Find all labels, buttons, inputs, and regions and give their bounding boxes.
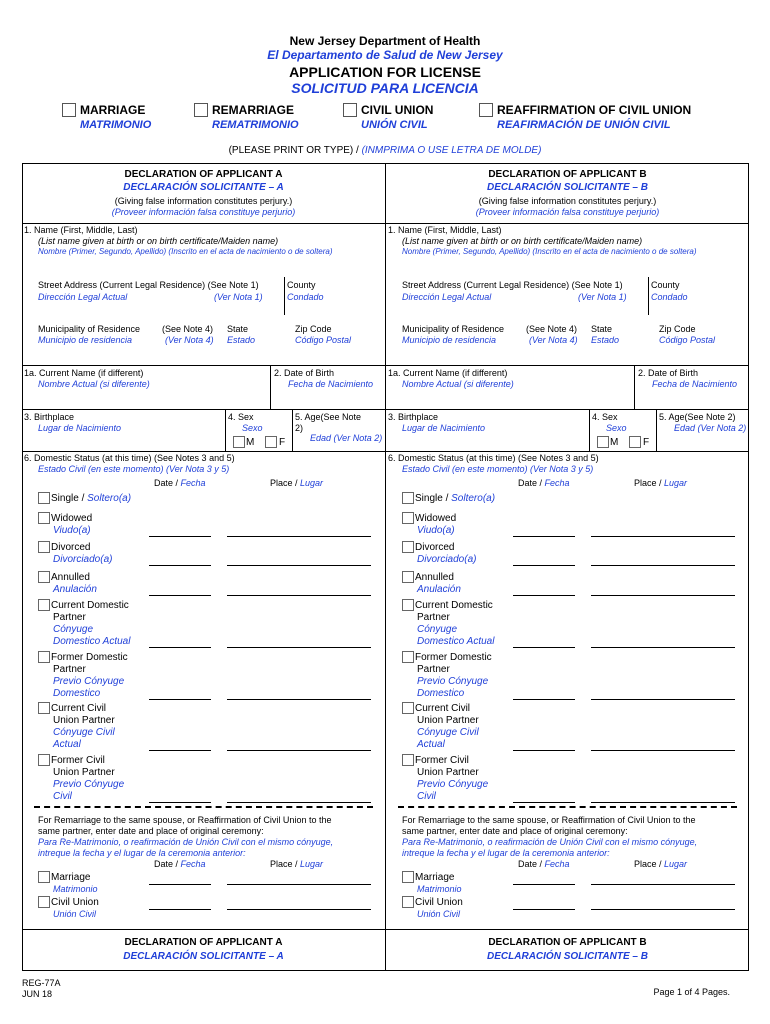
status-checkbox[interactable] [402,541,414,553]
status-label-2: Partner [53,664,86,675]
name-hint-es: Nombre (Primer, Segundo, Apellido) (Inscrito en el acta de nacimiento o de soltera) [402,247,697,256]
zip-label-es: Código Postal [659,335,716,345]
status-checkbox[interactable] [38,754,50,766]
single-label-es: Soltero(a) [451,493,496,504]
status-checkbox[interactable] [402,702,414,714]
birthplace-label-es: Lugar de Nacimiento [38,423,122,433]
agency-name-es: El Departamento de Salud de New Jersey [267,48,503,62]
date-line[interactable] [513,595,575,596]
sex-label: 4. Sex [592,412,618,422]
remarriage-text-2: same partner, enter date and place of original ceremony: [38,826,264,836]
age-label-2: 2) [295,423,304,433]
remarriage-text-es-2: intreque la fecha y el lugar de la ceremonia anterior: [402,848,610,858]
date-header [154,478,206,488]
age-label: 5. Age(See Note [295,412,362,422]
age-label: 5. Age(See Note 2) [659,412,736,422]
orig-civil-union-label: Civil Union [415,897,463,908]
form-revision-date: JUN 18 [22,989,53,999]
birthplace-label: 3. Birthplace [388,412,439,422]
age-label-es: Edad (Ver Nota 2) [310,433,383,443]
place-line[interactable] [591,565,735,566]
status-label: Widowed [415,513,457,524]
sex-f-checkbox[interactable] [265,436,277,448]
declaration-footer-title-es: DECLARACIÓN SOLICITANTE – B [487,951,648,962]
perjury-warning-es: (Proveer información falsa constituye perjurio) [475,207,660,217]
current-name-label: 1a. Current Name (if different) [24,368,144,378]
applicant-a-column [22,163,385,971]
status-label-es: Anulación [417,584,461,595]
applicant-title: DECLARATION OF APPLICANT A [124,169,283,180]
age-label-es: Edad (Ver Nota 2) [674,423,747,433]
county-label-es: Condado [287,292,324,302]
date-line[interactable] [149,595,211,596]
birthplace-label: 3. Birthplace [24,412,75,422]
remarriage-date-header [518,859,570,869]
status-label-es: Cónyuge [417,624,458,635]
sex-m-checkbox[interactable] [597,436,609,448]
status-label: Former Domestic [415,652,492,663]
orig-marriage-checkbox[interactable] [38,871,50,883]
orig-civil-union-label-es: Unión Civil [417,909,461,919]
date-line[interactable] [513,699,575,700]
perjury-warning: (Giving false information constitutes perjury.) [478,196,657,206]
status-label-es: Cónyuge Civil [417,727,479,738]
date-line[interactable] [149,802,211,803]
sex-m-label: M [610,437,619,448]
status-label-es-2: Domestico [53,688,101,699]
status-label: Former Civil [415,755,469,766]
zip-label: Zip Code [295,324,332,334]
status-checkbox[interactable] [38,702,50,714]
print-instruction-en: (PLEASE PRINT OR TYPE) / [228,145,362,156]
remarriage-place-header [270,859,323,869]
status-label-es: Divorciado(a) [53,554,113,565]
date-header [518,478,570,488]
sex-m-checkbox[interactable] [233,436,245,448]
status-label-2: Partner [53,612,86,623]
place-label-es: Lugar [664,478,688,488]
status-label-es: Divorciado(a) [417,554,477,565]
status-label-es-2: Actual [53,739,81,750]
date-line[interactable] [513,802,575,803]
date-line[interactable] [149,699,211,700]
date-label: Date / [154,478,181,488]
status-label-es: Viudo(a) [53,525,91,536]
street-label: Street Address (Current Legal Residence) (See Note 1) [402,280,623,290]
remarriage-text-1: For Remarriage to the same spouse, or Reaffirmation of Civil Union to the [402,815,696,825]
license-type-label-es: MATRIMONIO [80,119,152,131]
place-label: Place / [270,859,301,869]
orig-civil-union-label-es: Unión Civil [53,909,97,919]
status-label-es-2: Civil [417,791,436,802]
page-number: Page 1 of 4 Pages. [653,987,730,997]
name-label: 1. Name (First, Middle, Last) [388,225,502,235]
date-line[interactable] [513,750,575,751]
domestic-status-label: 6. Domestic Status (at this time) (See Notes 3 and 5) [24,453,235,463]
state-label-es: Estado [227,335,256,345]
sex-m-label: M [246,437,255,448]
status-label-2: Partner [417,612,450,623]
dob-label: 2. Date of Birth [274,368,335,378]
license-type-label-es: REMATRIMONIO [212,119,299,131]
perjury-warning: (Giving false information constitutes perjury.) [114,196,293,206]
place-label: Place / [634,478,665,488]
remarriage-text-es-2: intreque la fecha y el lugar de la ceremonia anterior: [38,848,246,858]
single-checkbox[interactable] [38,492,50,504]
place-label-es: Lugar [664,859,688,869]
name-hint: (List name given at birth or on birth certificate/Maiden name) [38,236,279,246]
place-line[interactable] [227,536,371,537]
name-hint-es: Nombre (Primer, Segundo, Apellido) (Inscrito en el acta de nacimiento o de soltera) [38,247,333,256]
municipality-label-es: Municipio de residencia [38,335,133,345]
applicant-title-es: DECLARACIÓN SOLICITANTE – B [487,182,648,193]
orig-marriage-checkbox[interactable] [402,871,414,883]
place-line[interactable] [591,802,735,803]
status-label-es-2: Actual [417,739,445,750]
license-type-label: MARRIAGE [80,103,146,117]
date-label-es: Fecha [180,478,206,488]
single-label-es: Soltero(a) [87,493,132,504]
domestic-status-label-es: Estado Civil (en este momento) (Ver Nota 3 y 5) [402,464,594,474]
remarriage-text-1: For Remarriage to the same spouse, or Reaffirmation of Civil Union to the [38,815,332,825]
form-title: APPLICATION FOR LICENSE [289,64,481,80]
form-number: REG-77A [22,978,61,988]
status-label: Former Civil [51,755,105,766]
status-checkbox[interactable] [402,599,414,611]
status-label: Current Civil [51,703,107,714]
place-line[interactable] [227,750,371,751]
date-line[interactable] [149,565,211,566]
state-label: State [227,324,249,334]
state-label: State [591,324,613,334]
place-header [634,478,687,488]
status-checkbox[interactable] [38,571,50,583]
current-name-label-es: Nombre Actual (si diferente) [402,379,514,389]
status-label: Current Domestic [415,600,493,611]
status-checkbox[interactable] [402,651,414,663]
sex-label-es: Sexo [606,423,627,433]
place-label: Place / [270,478,301,488]
declaration-footer-title: DECLARATION OF APPLICANT B [488,937,647,948]
place-label-es: Lugar [300,478,324,488]
remarriage-text-2: same partner, enter date and place of original ceremony: [402,826,628,836]
date-label: Date / [518,859,545,869]
street-label-es: Dirección Legal Actual [38,292,128,302]
status-label-2: Union Partner [417,767,479,778]
status-checkbox[interactable] [38,512,50,524]
domestic-status-label: 6. Domestic Status (at this time) (See Notes 3 and 5) [388,453,599,463]
place-line[interactable] [227,647,371,648]
municipality-note: (See Note 4) [162,324,214,334]
dob-label-es: Fecha de Nacimiento [288,379,374,389]
municipality-note-es: (Ver Nota 4) [165,335,214,345]
status-checkbox[interactable] [402,571,414,583]
municipality-label-es: Municipio de residencia [402,335,497,345]
orig-civil-union-checkbox[interactable] [402,896,414,908]
sex-f-label: F [643,437,650,448]
marriage-checkbox[interactable] [62,103,76,117]
status-label-es: Previo Cónyuge [417,779,489,790]
status-label: Annulled [415,572,454,583]
remarriage-text-es-1: Para Re-Matrimonio, o reafirmación de Unión Civil con el mismo cónyuge, [402,837,698,847]
place-label: Place / [634,859,665,869]
status-label: Divorced [51,542,91,553]
status-label-2: Union Partner [417,715,479,726]
remarriage-date-header [154,859,206,869]
sex-label-es: Sexo [242,423,263,433]
place-line[interactable] [227,565,371,566]
place-line[interactable] [227,699,371,700]
remarriage-place-header [634,859,687,869]
license-type-label: CIVIL UNION [361,103,434,117]
single-checkbox[interactable] [402,492,414,504]
orig-marriage-label: Marriage [415,872,455,883]
status-label-es: Previo Cónyuge [53,676,125,687]
zip-label: Zip Code [659,324,696,334]
perjury-warning-es: (Proveer información falsa constituye perjurio) [111,207,296,217]
license-type-label: REAFFIRMATION OF CIVIL UNION [497,103,692,117]
current-name-label-es: Nombre Actual (si diferente) [38,379,150,389]
status-checkbox[interactable] [38,651,50,663]
status-label-es: Cónyuge Civil [53,727,115,738]
single-label-en: Single / [415,493,452,504]
current-name-label: 1a. Current Name (if different) [388,368,508,378]
status-label: Current Civil [415,703,471,714]
status-label: Current Domestic [51,600,129,611]
remarriage-checkbox[interactable] [194,103,208,117]
single-label-en: Single / [51,493,88,504]
agency-name: New Jersey Department of Health [289,34,481,48]
print-instruction [0,145,770,156]
status-label-es: Anulación [53,584,97,595]
date-label: Date / [518,478,545,488]
orig-marriage-label-es: Matrimonio [417,884,462,894]
print-instruction-es: (INMPRIMA O USE LETRA DE MOLDE) [361,145,542,156]
sex-f-checkbox[interactable] [629,436,641,448]
status-checkbox[interactable] [402,512,414,524]
dob-label-es: Fecha de Nacimiento [652,379,738,389]
sex-f-label: F [279,437,286,448]
status-label: Widowed [51,513,93,524]
place-label-es: Lugar [300,859,324,869]
county-label-es: Condado [651,292,688,302]
single-label [51,493,131,504]
municipality-label: Municipality of Residence [402,324,505,334]
birthplace-label-es: Lugar de Nacimiento [402,423,486,433]
street-label-es: Dirección Legal Actual [402,292,492,302]
license-type-label-es: REAFIRMACIÓN DE UNIÓN CIVIL [497,119,671,131]
status-checkbox[interactable] [38,541,50,553]
county-label: County [287,280,316,290]
status-label-es: Previo Cónyuge [53,779,125,790]
orig-civil-union-checkbox[interactable] [38,896,50,908]
date-line[interactable] [513,565,575,566]
date-line[interactable] [149,750,211,751]
municipality-note: (See Note 4) [526,324,578,334]
status-label-2: Union Partner [53,767,115,778]
status-label-es: Cónyuge [53,624,94,635]
street-label: Street Address (Current Legal Residence) (See Note 1) [38,280,259,290]
status-label-2: Union Partner [53,715,115,726]
status-label-es-2: Civil [53,791,72,802]
municipality-note-es: (Ver Nota 4) [529,335,578,345]
orig-marriage-label: Marriage [51,872,91,883]
name-hint: (List name given at birth or on birth certificate/Maiden name) [402,236,643,246]
place-header [270,478,323,488]
license-type-label-es: UNIÓN CIVIL [361,119,428,131]
status-label-es: Previo Cónyuge [417,676,489,687]
county-label: County [651,280,680,290]
declaration-footer-title: DECLARATION OF APPLICANT A [124,937,283,948]
form-number-block [22,978,61,1000]
date-label-es: Fecha [544,478,570,488]
date-line[interactable] [149,647,211,648]
status-checkbox[interactable] [38,599,50,611]
street-note-es: (Ver Nota 1) [214,292,263,302]
applicant-title-es: DECLARACIÓN SOLICITANTE – A [123,182,284,193]
applicant-b-column [385,163,749,971]
date-label-es: Fecha [544,859,570,869]
reaffirmation-checkbox[interactable] [479,103,493,117]
date-line[interactable] [149,536,211,537]
status-label-es-2: Domestico Actual [53,636,131,647]
status-checkbox[interactable] [402,754,414,766]
status-label-es: Viudo(a) [417,525,455,536]
single-label [415,493,495,504]
date-label: Date / [154,859,181,869]
status-label-es-2: Domestico Actual [417,636,495,647]
orig-marriage-label-es: Matrimonio [53,884,98,894]
status-label: Former Domestic [51,652,128,663]
date-label-es: Fecha [180,859,206,869]
form-title-es: SOLICITUD PARA LICENCIA [291,80,479,96]
license-type-label: REMARRIAGE [212,103,295,117]
place-line[interactable] [591,536,735,537]
status-label-2: Partner [417,664,450,675]
place-line[interactable] [591,699,735,700]
orig-civil-union-label: Civil Union [51,897,99,908]
domestic-status-label-es: Estado Civil (en este momento) (Ver Nota 3 y 5) [38,464,230,474]
municipality-label: Municipality of Residence [38,324,141,334]
status-label-es-2: Domestico [417,688,465,699]
place-line[interactable] [227,595,371,596]
street-note-es: (Ver Nota 1) [578,292,627,302]
date-line[interactable] [513,647,575,648]
name-label: 1. Name (First, Middle, Last) [24,225,138,235]
state-label-es: Estado [591,335,620,345]
place-line[interactable] [591,595,735,596]
remarriage-text-es-1: Para Re-Matrimonio, o reafirmación de Unión Civil con el mismo cónyuge, [38,837,334,847]
applicant-title: DECLARATION OF APPLICANT B [488,169,647,180]
civil-union-checkbox[interactable] [343,103,357,117]
place-line[interactable] [227,802,371,803]
date-line[interactable] [513,536,575,537]
status-label: Divorced [415,542,455,553]
place-line[interactable] [591,750,735,751]
sex-label: 4. Sex [228,412,254,422]
status-label: Annulled [51,572,90,583]
declaration-footer-title-es: DECLARACIÓN SOLICITANTE – A [123,951,284,962]
dob-label: 2. Date of Birth [638,368,699,378]
place-line[interactable] [591,647,735,648]
zip-label-es: Código Postal [295,335,352,345]
